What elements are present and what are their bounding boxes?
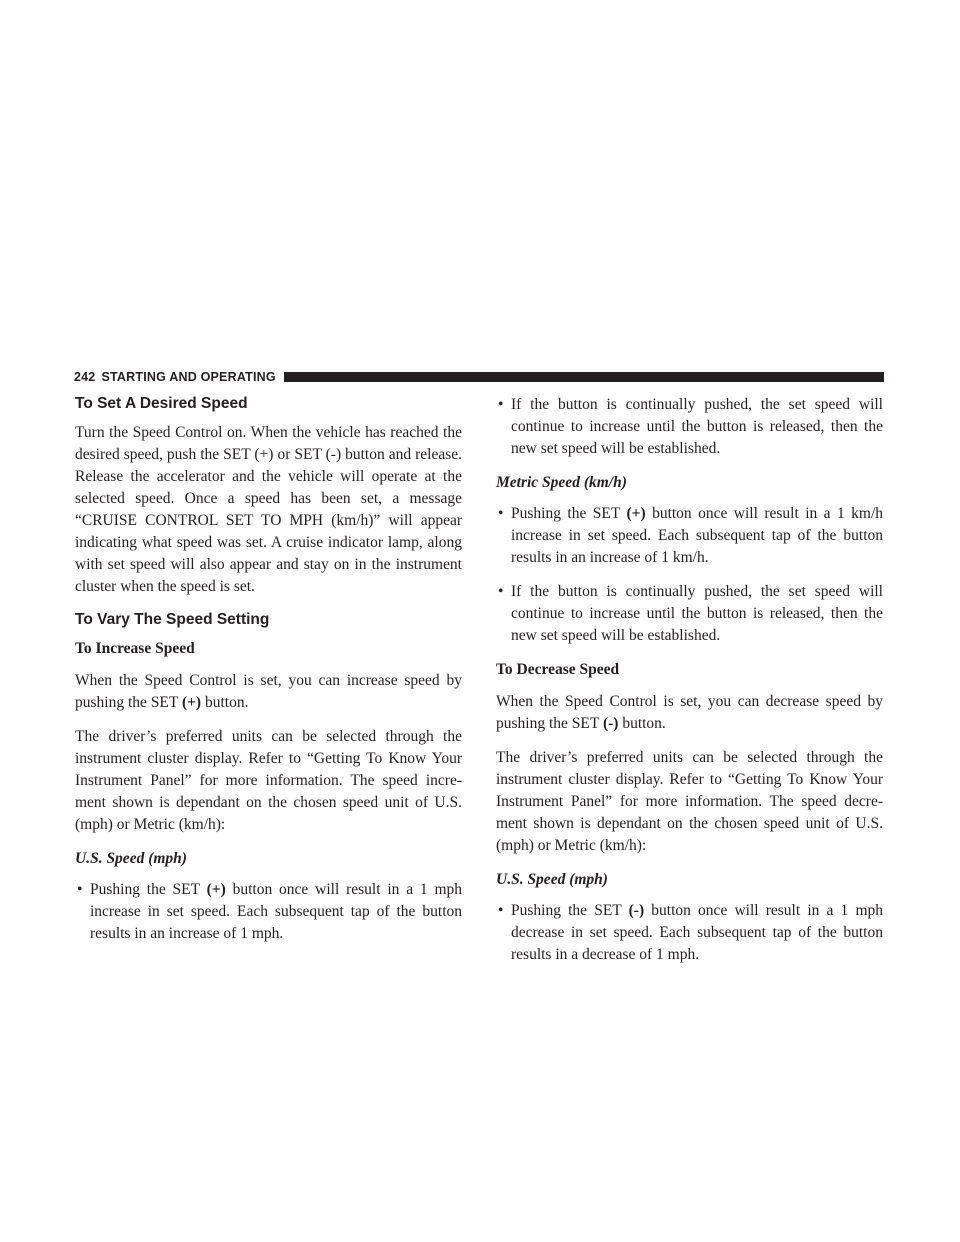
page-number: 242 [74,369,96,384]
us-speed-label: U.S. Speed (mph) [75,850,187,867]
set-minus-label: (-) [628,902,645,919]
page-header [74,368,884,385]
set-plus-label: (+) [206,881,226,898]
subhead-increase-speed: To Increase Speed [75,640,195,657]
list-item: • If the button is continually pushed, the set speed will continue to increase until the button is released, then the new set speed will be established. [496,394,883,460]
bullet-text-b: button once will result in a 1 km/h increase in set speed. Each subsequent tap of the button results in an increase of 1 km/h. [511,505,884,566]
header-rule [284,372,884,382]
paragraph-decrease-speed [496,691,883,735]
section-title: STARTING AND OPERATING [101,369,276,384]
increase-text-b: button. [204,694,249,711]
metric-speed-list [496,503,883,647]
set-plus-label: (+) [626,505,646,522]
bullet-text-b: button once will result in a 1 mph decrease in set speed. Each subsequent tap of the button results in a decrease of 1 mph. [511,902,884,963]
decrease-text-a: When the Speed Control is set, you can decrease speed by pushing the SET [496,693,883,732]
us-speed-decrease-list [496,900,883,966]
decrease-text-b: button. [622,715,666,732]
us-speed-list [75,879,462,945]
set-minus-label: (-) [602,715,619,732]
list-item [496,900,883,966]
paragraph-increase-speed [75,670,462,714]
increase-text-a: When the Speed Control is set, you can increase speed by pushing the SET [75,672,462,711]
us-speed-label-decrease: U.S. Speed (mph) [496,871,608,888]
bullet-text-b: button once will result in a 1 mph increase in set speed. Each subsequent tap of the button results in an increase of 1 mph. [90,881,463,942]
bullet-text-a: Pushing the SET [511,902,622,919]
heading-vary-speed: To Vary The Speed Setting [75,611,270,628]
right-column [496,394,883,978]
us-speed-list-continued [496,394,883,460]
metric-speed-label: Metric Speed (km/h) [496,474,627,491]
list-item: • If the button is continually pushed, the set speed will continue to increase until the button is released, then the new set speed will be established. [496,581,883,647]
subhead-decrease-speed: To Decrease Speed [496,661,620,678]
paragraph-units: The driver’s preferred units can be selected through the instrument cluster display. Refer to “Getting To Know Your Instrument Panel” for more information. The speed incre-ment shown is dependant on the chosen speed unit of U.S. (mph) or Metric (km/h): [75,728,462,833]
set-plus-label: (+) [181,694,202,711]
bullet-text-a: Pushing the SET [511,505,621,522]
bullet-text-a: Pushing the SET [90,881,200,898]
paragraph-units-decrease: The driver’s preferred units can be selected through the instrument cluster display. Refer to “Getting To Know Your Instrument Panel” for more information. The speed decre-ment shown is dependant on the chosen speed unit of U.S. (mph) or Metric (km/h): [496,749,883,854]
paragraph-set-speed: Turn the Speed Control on. When the vehicle has reached the desired speed, push the SET (+) or SET (-) button and release. Release the accelerator and the vehicle will operate at the selected speed. Once a speed has been set, a message “CRUISE CONTROL SET TO MPH (km/h)” will appear indicating what speed was set. A cruise indicator lamp, along with set speed will also appear and stay on in the instrument cluster when the speed is set. [75,424,462,595]
list-item [75,879,462,945]
heading-set-desired-speed: To Set A Desired Speed [75,395,248,412]
list-item [496,503,883,569]
left-column [75,394,462,957]
